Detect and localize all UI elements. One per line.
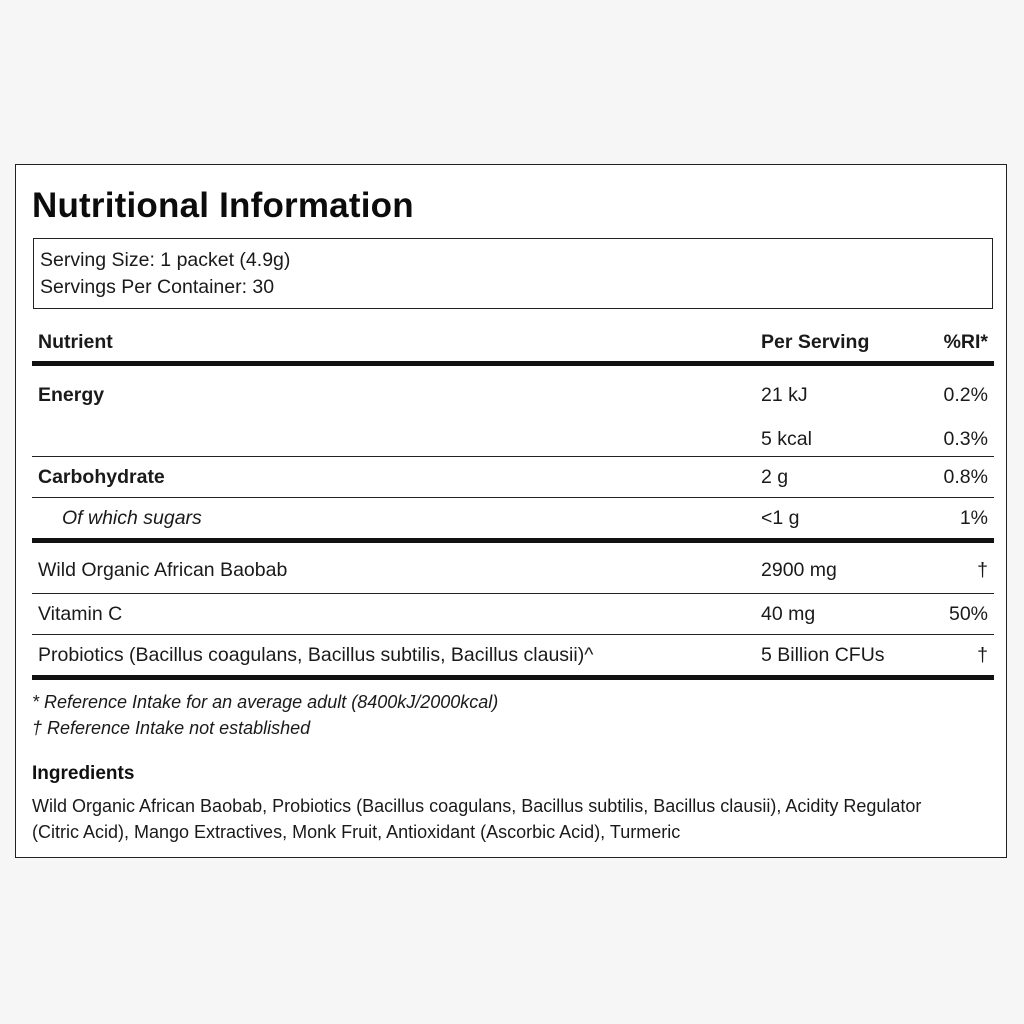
table-row xyxy=(32,635,994,678)
ri-value: 0.2% xyxy=(943,383,988,406)
page-title: Nutritional Information xyxy=(32,186,414,225)
table-row xyxy=(32,422,994,457)
nutrient-name: Probiotics (Bacillus coagulans, Bacillus subtilis, Bacillus clausii)^ xyxy=(32,635,755,678)
ri-value: † xyxy=(905,635,994,678)
table-header-row xyxy=(32,324,994,364)
per-serving-value: 2900 mg xyxy=(755,541,905,594)
ingredients-text: Wild Organic African Baobab, Probiotics (Bacillus coagulans, Bacillus subtilis, Bacillus clausii), Acidity Regulator (Citric Acid), Mango Extractives, Monk Fruit, Antioxidant (Ascorbic Acid), Turmeric xyxy=(32,796,922,842)
footnotes xyxy=(32,689,498,741)
ri-value: 1% xyxy=(905,498,994,541)
ri-value: 50% xyxy=(905,594,994,635)
header-per-serving: Per Serving xyxy=(755,324,905,364)
nutrient-name: Energy xyxy=(38,383,105,406)
nutrient-name: Of which sugars xyxy=(32,498,755,541)
header-ri: %RI* xyxy=(905,324,994,364)
table-row xyxy=(32,457,994,498)
table-row xyxy=(32,498,994,541)
nutrient-name: Vitamin C xyxy=(32,594,755,635)
nutrition-panel xyxy=(15,164,1007,858)
per-serving-value: <1 g xyxy=(755,498,905,541)
ri-value: 0.3% xyxy=(905,422,994,457)
per-serving-value: 21 kJ xyxy=(761,383,808,406)
footnote-not-established: † Reference Intake not established xyxy=(32,718,311,738)
nutrient-name: Wild Organic African Baobab xyxy=(32,541,755,594)
nutrient-name xyxy=(32,422,755,457)
ri-value: † xyxy=(905,541,994,594)
per-serving-value: 40 mg xyxy=(755,594,905,635)
table-row xyxy=(32,594,994,635)
per-serving-value: 2 g xyxy=(755,457,905,498)
serving-size: Serving Size: 1 packet (4.9g) xyxy=(40,249,291,271)
ingredients-heading: Ingredients xyxy=(32,763,135,784)
footnote-reference-intake: * Reference Intake for an average adult (8400kJ/2000kcal) xyxy=(32,692,499,712)
header-nutrient: Nutrient xyxy=(32,324,755,364)
per-serving-value: 5 Billion CFUs xyxy=(755,635,905,678)
serving-info-box xyxy=(33,238,993,309)
per-serving-value: 5 kcal xyxy=(755,422,905,457)
table-row xyxy=(32,364,994,423)
nutrition-table xyxy=(32,324,994,680)
nutrient-name: Carbohydrate xyxy=(32,457,755,498)
servings-per-container: Servings Per Container: 30 xyxy=(40,276,275,298)
ri-value: 0.8% xyxy=(905,457,994,498)
table-row xyxy=(32,541,994,594)
